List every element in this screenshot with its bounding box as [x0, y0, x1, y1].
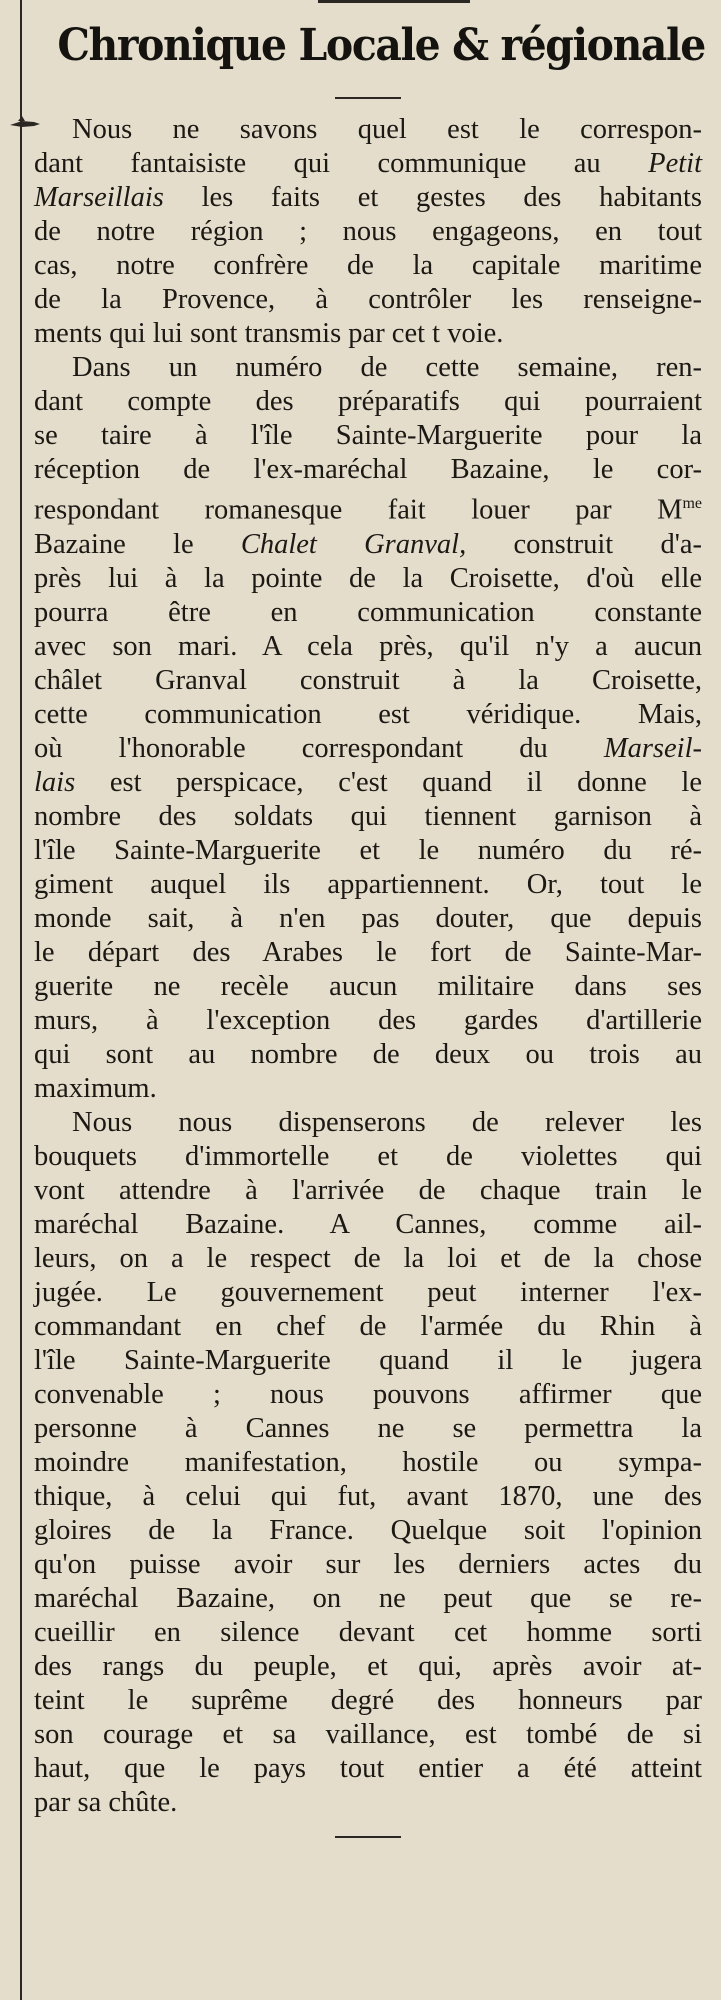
- text-line: pourra être en communication constante: [34, 596, 702, 628]
- text-line: l'île Sainte-Marguerite quand il le jugera: [34, 1344, 702, 1376]
- text-run: est perspicace, c'est quand il donne le: [75, 766, 702, 798]
- text-line: cette communication est véridique. Mais,: [34, 698, 702, 730]
- text-line: cueillir en silence devant cet homme sorti: [34, 1616, 702, 1648]
- text-line: thique, à celui qui fut, avant 1870, une des: [34, 1480, 702, 1512]
- text-line: leurs, on a le respect de la loi et de la chose: [34, 1242, 702, 1274]
- text-run: respondant romanesque fait louer par M: [34, 494, 683, 526]
- text-line: son courage et sa vaillance, est tombé de si: [34, 1718, 702, 1750]
- text-line: Nous ne savons quel est le correspon-: [72, 114, 702, 145]
- text-line: de la Provence, à contrôler les renseigne-: [34, 284, 702, 315]
- text-line: murs, à l'exception des gardes d'artillerie: [34, 1004, 702, 1036]
- text-line: nombre des soldats qui tiennent garnison à: [34, 800, 702, 832]
- text-line: Nous nous dispenserons de relever les: [72, 1106, 702, 1138]
- text-line: châlet Granval construit à la Croisette,: [34, 664, 702, 696]
- newspaper-title: lais: [34, 766, 76, 798]
- paragraph-3: [34, 1106, 702, 1820]
- text-line: moindre manifestation, hostile ou sympa-: [34, 1446, 702, 1478]
- text-line: maréchal Bazaine. A Cannes, comme ail-: [34, 1208, 702, 1240]
- text-line: cas, notre confrère de la capitale maritime: [34, 250, 702, 281]
- text-line: de notre région ; nous engageons, en tout: [34, 216, 702, 247]
- text-line: qu'on puisse avoir sur les derniers actes du: [34, 1548, 702, 1580]
- title-abbreviation: me: [682, 495, 702, 512]
- text-line: haut, que le pays tout entier a été atteint: [34, 1752, 702, 1784]
- chalet-name: Chalet Granval,: [240, 528, 467, 560]
- text-line: qui sont au nombre de deux ou trois au: [34, 1038, 702, 1070]
- text-line: [34, 528, 702, 562]
- text-line: monde sait, à n'en pas douter, que depuis: [34, 902, 702, 934]
- article: [34, 14, 705, 1838]
- text-line: maximum.: [34, 1072, 157, 1104]
- text-line: commandant en chef de l'armée du Rhin à: [34, 1310, 702, 1342]
- text-line: teint le suprême degré des honneurs par: [34, 1684, 702, 1716]
- text-run: où l'honorable correspondant du: [34, 732, 604, 764]
- text-line: réception de l'ex-maréchal Bazaine, le cor-: [34, 454, 702, 485]
- paragraph-2: [34, 351, 702, 1106]
- text-run: construit d'a-: [466, 528, 702, 560]
- text-line: [34, 732, 702, 766]
- text-line: Dans un numéro de cette semaine, ren-: [72, 352, 702, 383]
- paragraph-1: [34, 113, 702, 351]
- top-rule: [318, 0, 470, 3]
- text-line: ments qui lui sont transmis par cet t voie.: [34, 318, 504, 349]
- column-rule: [20, 0, 22, 2000]
- text-line: près lui à la pointe de la Croisette, d'où elle: [34, 562, 702, 594]
- text-line: [34, 766, 702, 800]
- headline-rule: [335, 97, 401, 99]
- newspaper-title: Marseillais: [34, 182, 164, 213]
- text-line: giment auquel ils appartiennent. Or, tout le: [34, 868, 702, 900]
- text-line: gloires de la France. Quelque soit l'opinion: [34, 1514, 702, 1546]
- closing-rule: [335, 1836, 401, 1838]
- text-line: avec son mari. A cela près, qu'il n'y a aucun: [34, 630, 702, 662]
- newspaper-title: Marseil-: [603, 732, 702, 764]
- newspaper-title: Petit: [648, 148, 702, 179]
- text-run: Bazaine le: [34, 528, 241, 560]
- text-line: convenable ; nous pouvons affirmer que: [34, 1378, 702, 1410]
- article-body: [34, 113, 702, 1820]
- text-line: dant compte des préparatifs qui pourraient: [34, 386, 702, 417]
- text-line: bouquets d'immortelle et de violettes qui: [34, 1140, 702, 1172]
- text-line: des rangs du peuple, et qui, après avoir at-: [34, 1650, 702, 1682]
- text-run: les faits et gestes des habitants: [163, 182, 702, 213]
- text-line: [34, 487, 702, 528]
- text-line: [34, 181, 702, 215]
- text-line: [34, 147, 702, 181]
- text-line: le départ des Arabes le fort de Sainte-Mar-: [34, 936, 702, 968]
- text-run: dant fantaisiste qui communique au: [34, 148, 649, 179]
- text-line: personne à Cannes ne se permettra la: [34, 1412, 702, 1444]
- text-line: l'île Sainte-Marguerite et le numéro du ré-: [34, 834, 702, 866]
- text-line: guerite ne recèle aucun militaire dans ses: [34, 970, 702, 1002]
- text-line: jugée. Le gouvernement peut interner l'ex-: [34, 1276, 702, 1308]
- text-line: par sa chûte.: [34, 1786, 178, 1818]
- text-line: maréchal Bazaine, on ne peut que se re-: [34, 1582, 702, 1614]
- article-headline: Chronique Locale & régionale: [57, 20, 705, 71]
- text-line: se taire à l'île Sainte-Marguerite pour la: [34, 420, 702, 451]
- text-line: vont attendre à l'arrivée de chaque train le: [34, 1174, 702, 1206]
